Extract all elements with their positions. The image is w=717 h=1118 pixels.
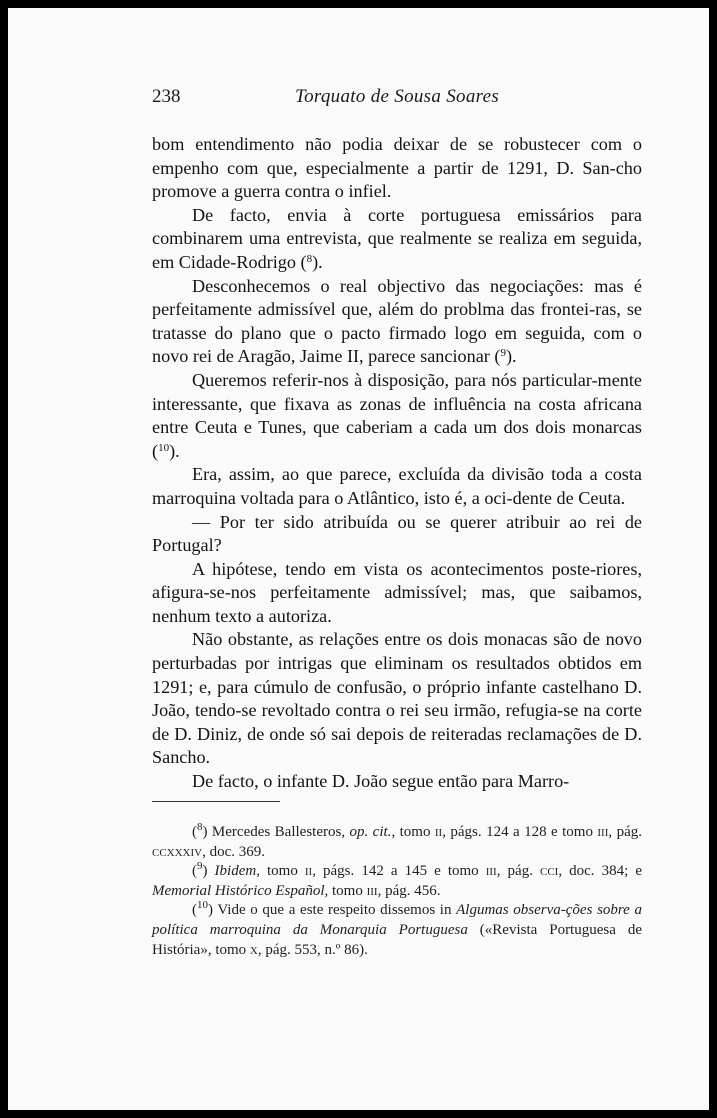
- p4-text-end: ).: [169, 440, 180, 461]
- fn9-vol2: iii: [485, 863, 497, 880]
- fn9-vol1: ii: [304, 863, 313, 880]
- paragraph-4: [152, 369, 642, 463]
- p4-text: Queremos referir-nos à disposição, para nós particular-mente interessante, que fixava as zonas de influência na costa africana entre Ceuta e Tunes, que caberiam a cada um dos dois monarcas (: [152, 369, 642, 461]
- fn10-b: («Revista Portuguesa de História», tomo: [152, 921, 642, 958]
- fn8-c: , págs. 124 a 128 e tomo: [442, 824, 598, 840]
- fn9-d: , doc. 384; e: [558, 863, 642, 880]
- fn9-ibid: Ibidem: [214, 863, 257, 880]
- footnote-divider: [152, 801, 280, 802]
- fn9-e: , tomo: [324, 882, 367, 899]
- footnote-9: ($^9$) Ibidem, tomo ii, págs. 142 a 145 e tomo iii, pág. cci, doc. 384; e Memorial Histórico Español, tomo iii, pág. 456.: [152, 860, 642, 899]
- footnote-8-marker: 8: [197, 821, 203, 833]
- footnote-ref-9: 9: [500, 347, 506, 360]
- fn8-cit: op. cit.: [349, 824, 392, 840]
- footnote-9-marker: 9: [197, 860, 203, 873]
- fn9-f: , pág. 456.: [377, 882, 441, 899]
- main-text: [152, 133, 642, 794]
- paragraph-1: [152, 133, 642, 204]
- fn10-c: , pág. 553, n.º 86).: [257, 941, 368, 958]
- fn8-a: Mercedes Ballesteros,: [207, 824, 350, 840]
- p3-text-end: ).: [505, 346, 517, 367]
- fn8-vol1: ii: [434, 824, 443, 840]
- running-head: Torquato de Sousa Soares: [294, 86, 500, 107]
- footnote-10-marker: 10: [197, 899, 208, 912]
- footnote-10: ($^{10}$) Vide o que a este respeito dissemos in Algumas observa-ções sobre a política marroquina da Monarquia Portuguesa («Revista Portuguesa de História», tomo x, pág. 553, n.º 86).: [152, 899, 642, 958]
- paragraph-7: A hipótese, tendo em vista os acontecimentos poste-riores, afigura-se-nos perfeitamente admissível; mas, que saibamos, nenhum texto a autoriza.: [152, 558, 642, 626]
- fn10-vol: x: [249, 941, 258, 958]
- paragraph-3: [152, 275, 642, 369]
- paragraph-9: De facto, o infante D. João segue então para Marro-: [192, 771, 570, 792]
- paragraph-5: Era, assim, ao que parece, excluída da divisão toda a costa marroquina voltada para o Atlântico, isto é, a oci-dente de Ceuta.: [152, 464, 642, 508]
- fn9-a: , tomo: [256, 863, 305, 880]
- p2-text-end: ).: [312, 251, 323, 272]
- p3-text: Desconhecemos o real objectivo das negociações: mas é perfeitamente admissível que, além do problma das frontei-ras, se tratasse do plano que o pacto firmado logo em seguida, com o novo rei de Aragão, Jaime II, parece sancionar (: [152, 275, 642, 367]
- footnote-8: ($^8$) Mercedes Ballesteros, op. cit., tomo ii, págs. 124 a 128 e tomo iii, pág. ccxxxiv, doc. 369.: [152, 821, 642, 860]
- fn8-e: , doc. 369.: [202, 843, 266, 860]
- fn9-b: , págs. 142 a 145 e tomo: [312, 863, 486, 880]
- fn9-page: cci: [540, 863, 559, 880]
- p2-text: De facto, envia à corte portuguesa emissários para combinarem uma entrevista, que realmente se realiza em seguida, em Cidade-Rodrigo (: [152, 204, 642, 272]
- footnote-ref-8: 8: [306, 252, 313, 265]
- footnote-ref-10: 10: [158, 441, 170, 454]
- fn8-page: ccxxxiv: [152, 843, 203, 860]
- p1-line2: empenho com que, especialmente a partir de 1291, D. San-: [152, 157, 616, 178]
- fn10-a: Vide o que a este respeito dissemos in: [213, 902, 457, 919]
- fn10-title: Algumas observa-ções sobre a política marroquina da Monarquia Portuguesa: [152, 902, 642, 938]
- p1-line3: cho promove a guerra contra o infiel.: [152, 157, 642, 202]
- paragraph-6: — Por ter sido atribuída ou se querer atribuir ao rei de Portugal?: [152, 511, 642, 556]
- page-number: 238: [152, 86, 181, 107]
- footnotes: [152, 823, 642, 960]
- fn9-vol3: iii: [366, 882, 378, 899]
- fn8-vol2: iii: [597, 824, 609, 840]
- fn9-c: , pág.: [496, 863, 540, 880]
- paragraph-2: [152, 204, 642, 275]
- fn9-title: Memorial Histórico Español: [152, 882, 325, 899]
- fn8-d: , pág.: [608, 824, 642, 840]
- fn8-b: , tomo: [391, 824, 435, 840]
- paragraph-8: Não obstante, as relações entre os dois monacas são de novo perturbadas por intrigas que eliminam os resultados obtidos em 1291; e, para cúmulo de confusão, o próprio infante castelhano D. João, tendo-se revoltado contra o rei seu irmão, refugia-se na corte de D. Diniz, de onde só sai depois de reiteradas reclamações de D. Sancho.: [152, 629, 642, 768]
- p1-line1: bom entendimento não podia deixar de se robustecer com o: [152, 134, 642, 154]
